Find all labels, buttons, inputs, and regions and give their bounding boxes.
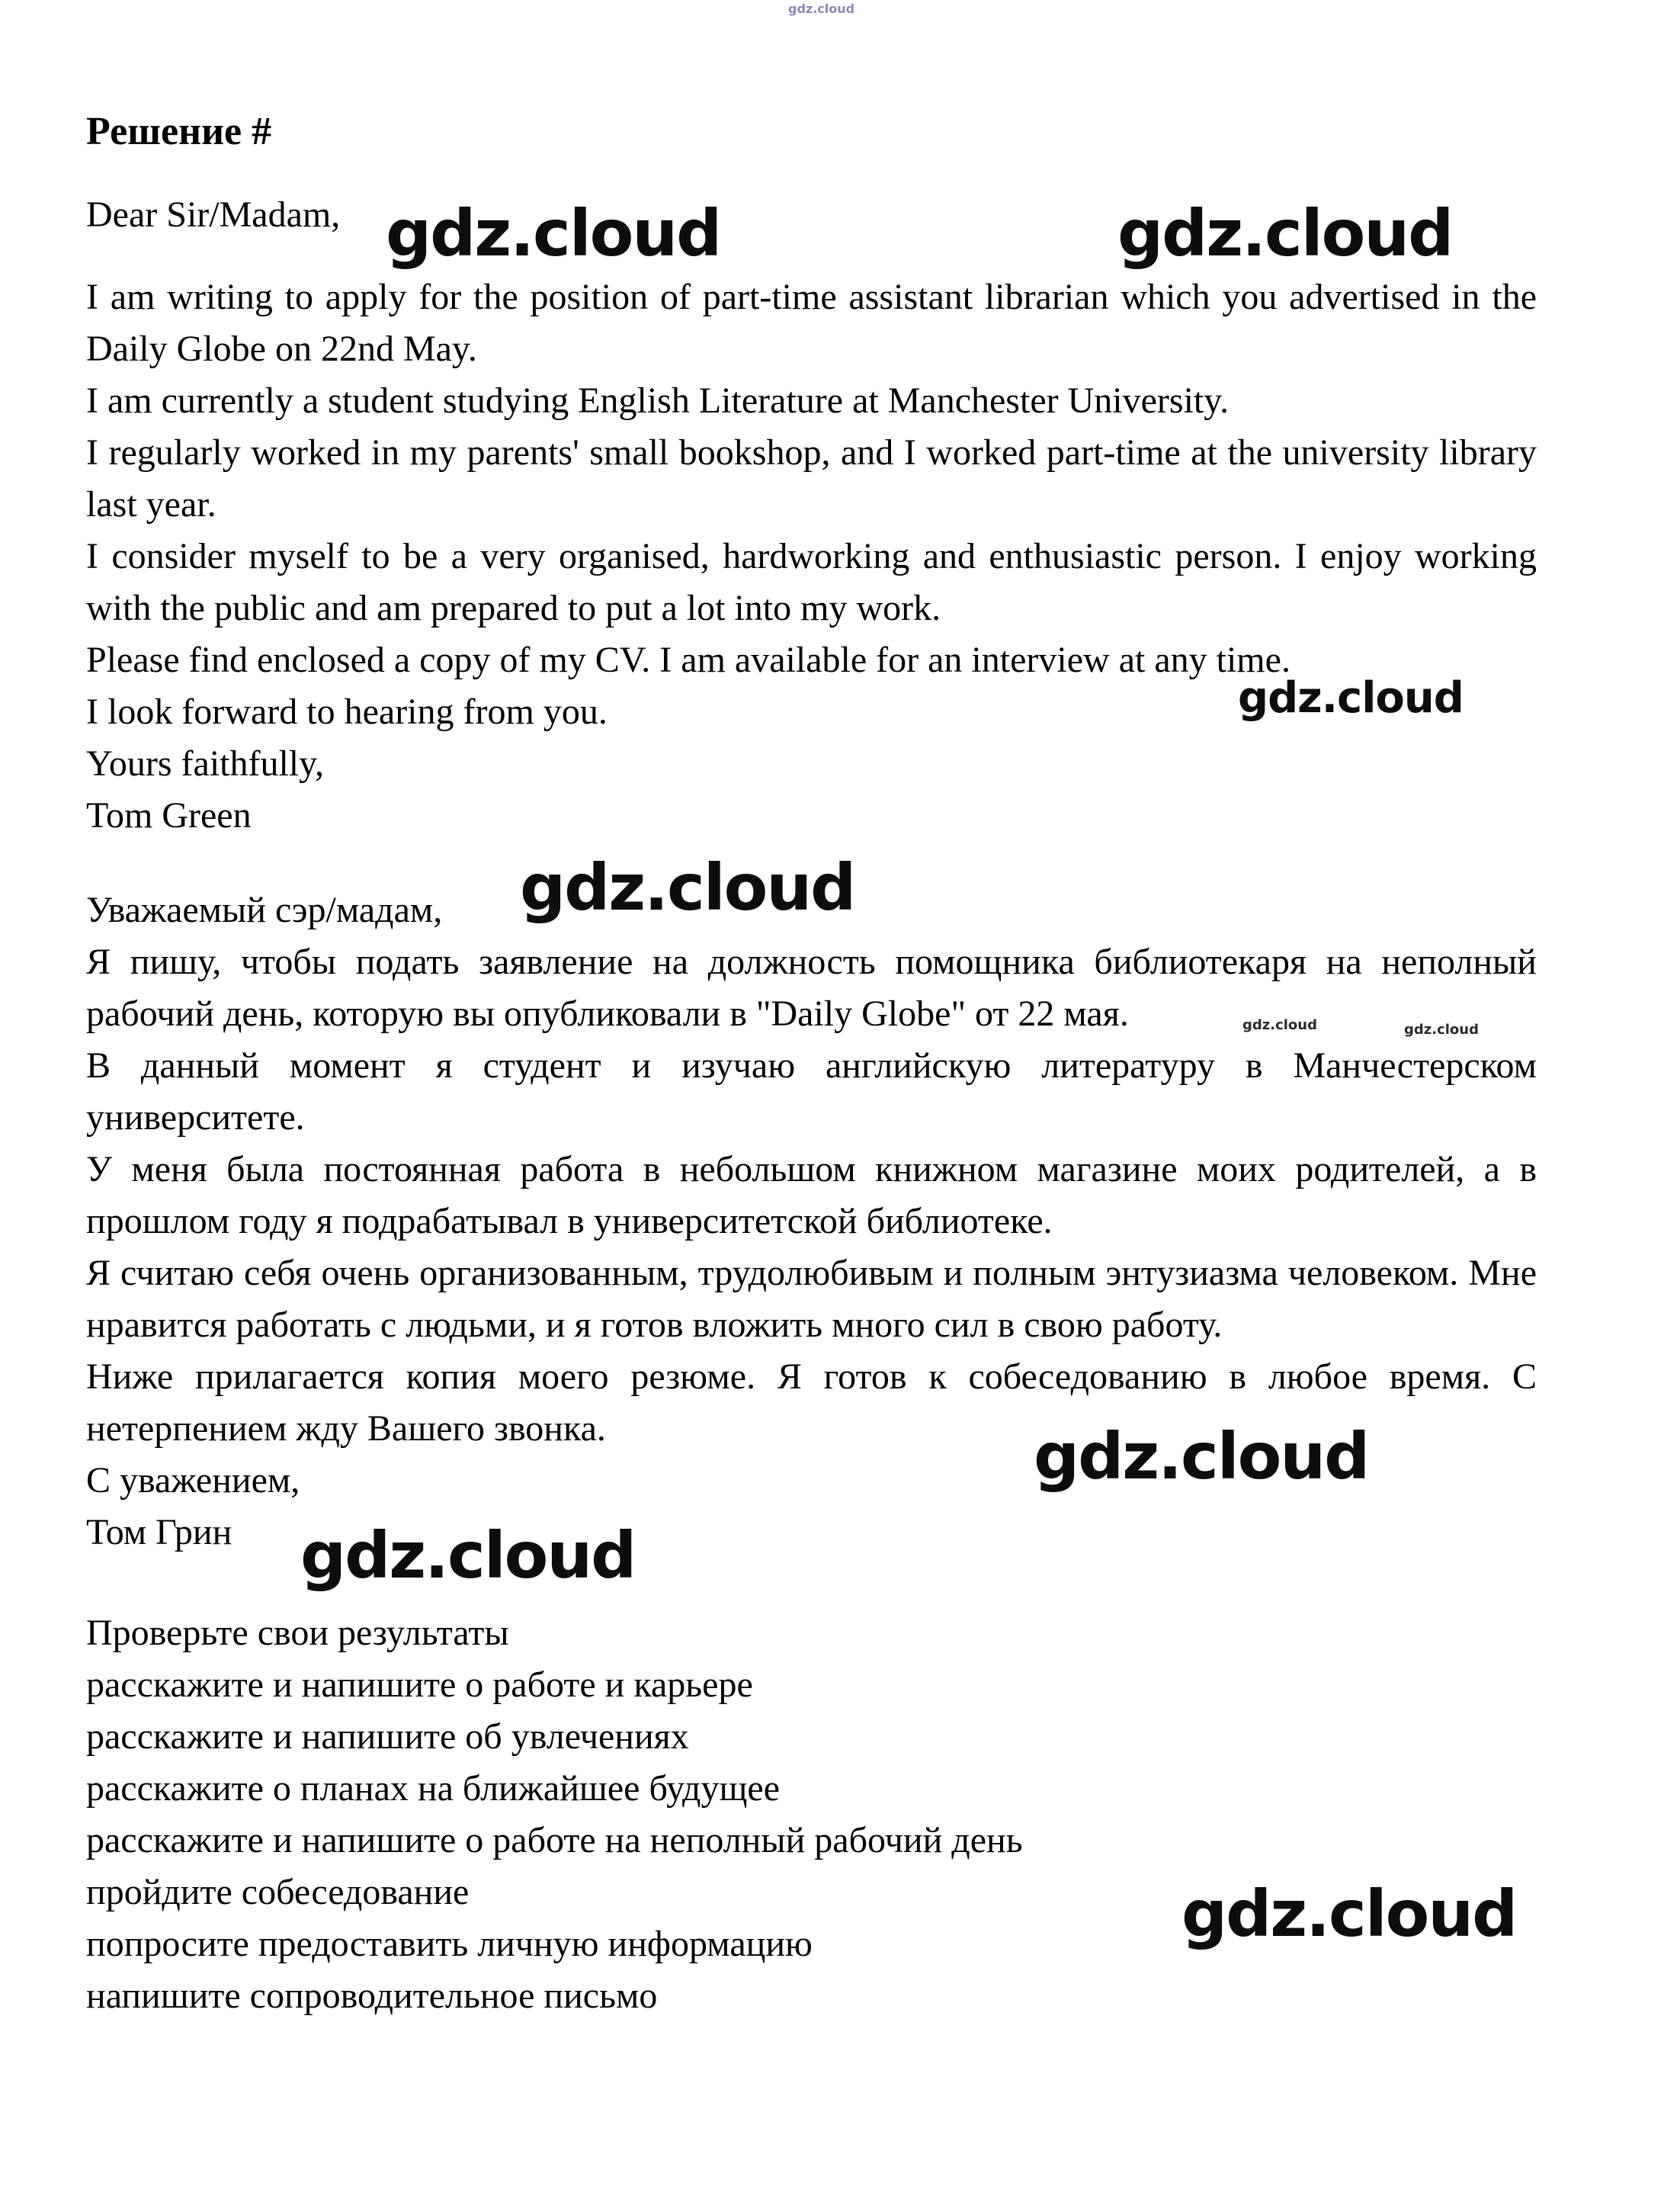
letter-ru-closing: С уважением, [86, 1460, 300, 1501]
letter-en-paragraph: I regularly worked in my parents' small bookshop, and I worked part-time at the university library last year. [86, 432, 1537, 525]
letter-en-paragraph: I look forward to hearing from you. [86, 692, 608, 732]
letter-en-closing: Yours faithfully, [86, 743, 325, 784]
letter-ru-paragraph: У меня была постоянная работа в небольшом книжном магазине моих родителей, а в прошлом году я подрабатывал в университетской библиотеке. [86, 1149, 1537, 1241]
watermark: gdz.cloud [386, 196, 721, 271]
results-item: пройдите собеседование [86, 1872, 470, 1912]
solution-content [86, 108, 1537, 2022]
letter-ru-salutation: Уважаемый сэр/мадам, [86, 890, 443, 930]
letter-en-salutation: Dear Sir/Madam, [86, 194, 341, 235]
results-title: Проверьте свои результаты [86, 1613, 509, 1653]
letter-ru-paragraph: В данный момент я студент и изучаю английскую литературу в Манчестерском университете. [86, 1045, 1537, 1138]
watermark: gdz.cloud [1034, 1419, 1369, 1494]
results-item: расскажите и напишите о работе и карьере [86, 1664, 753, 1705]
watermark: gdz.cloud [1181, 1876, 1517, 1951]
watermark: gdz.cloud [1238, 673, 1464, 723]
letter-ru-paragraph: Ниже прилагается копия моего резюме. Я готов к собеседованию в любое время. С нетерпением жду Вашего звонка. [86, 1356, 1537, 1449]
letter-en-paragraph: I am writing to apply for the position of part-time assistant librarian which you advertised in the Daily Globe on 22nd May. [86, 277, 1537, 369]
results-item: расскажите о планах на ближайшее будущее [86, 1768, 781, 1809]
letter-ru-paragraph: Я пишу, чтобы подать заявление на должность помощника библиотекаря на неполный рабочий день, которую вы опубликовали в "Daily Globe" от 22 мая. [86, 942, 1537, 1034]
letter-ru-signature: Том Грин [86, 1512, 232, 1552]
letter-en-paragraph: I consider myself to be a very organised, hardworking and enthusiastic person. I enjoy working with the public and am prepared to put a lot into my work. [86, 536, 1537, 628]
results-item: напишите сопроводительное письмо [86, 1976, 658, 2016]
watermark: gdz.cloud [520, 850, 855, 925]
solution-title: Решение # [86, 110, 272, 153]
results-item: расскажите и напишите о работе на неполный рабочий день [86, 1820, 1023, 1860]
letter-ru-paragraph: Я считаю себя очень организованным, трудолюбивым и полным энтузиазма человеком. Мне нравится работать с людьми, и я готов вложить много сил в свою работу. [86, 1253, 1537, 1345]
letter-en-paragraph: Please find enclosed a copy of my CV. I am available for an interview at any time. [86, 640, 1290, 680]
letter-en-signature: Tom Green [86, 795, 252, 836]
watermark-logo: gdz.cloud [788, 2, 855, 16]
watermark: gdz.cloud [1117, 196, 1453, 271]
watermark: gdz.cloud [1242, 1017, 1317, 1033]
results-item: попросите предоставить личную информацию [86, 1924, 813, 1964]
results-item: расскажите и напишите об увлечениях [86, 1716, 689, 1757]
watermark: gdz.cloud [1404, 1022, 1479, 1038]
letter-en-paragraph: I am currently a student studying English Literature at Manchester University. [86, 380, 1230, 421]
watermark: gdz.cloud [300, 1518, 636, 1593]
letter-english [86, 189, 1537, 842]
results-checklist [86, 1607, 1537, 2022]
